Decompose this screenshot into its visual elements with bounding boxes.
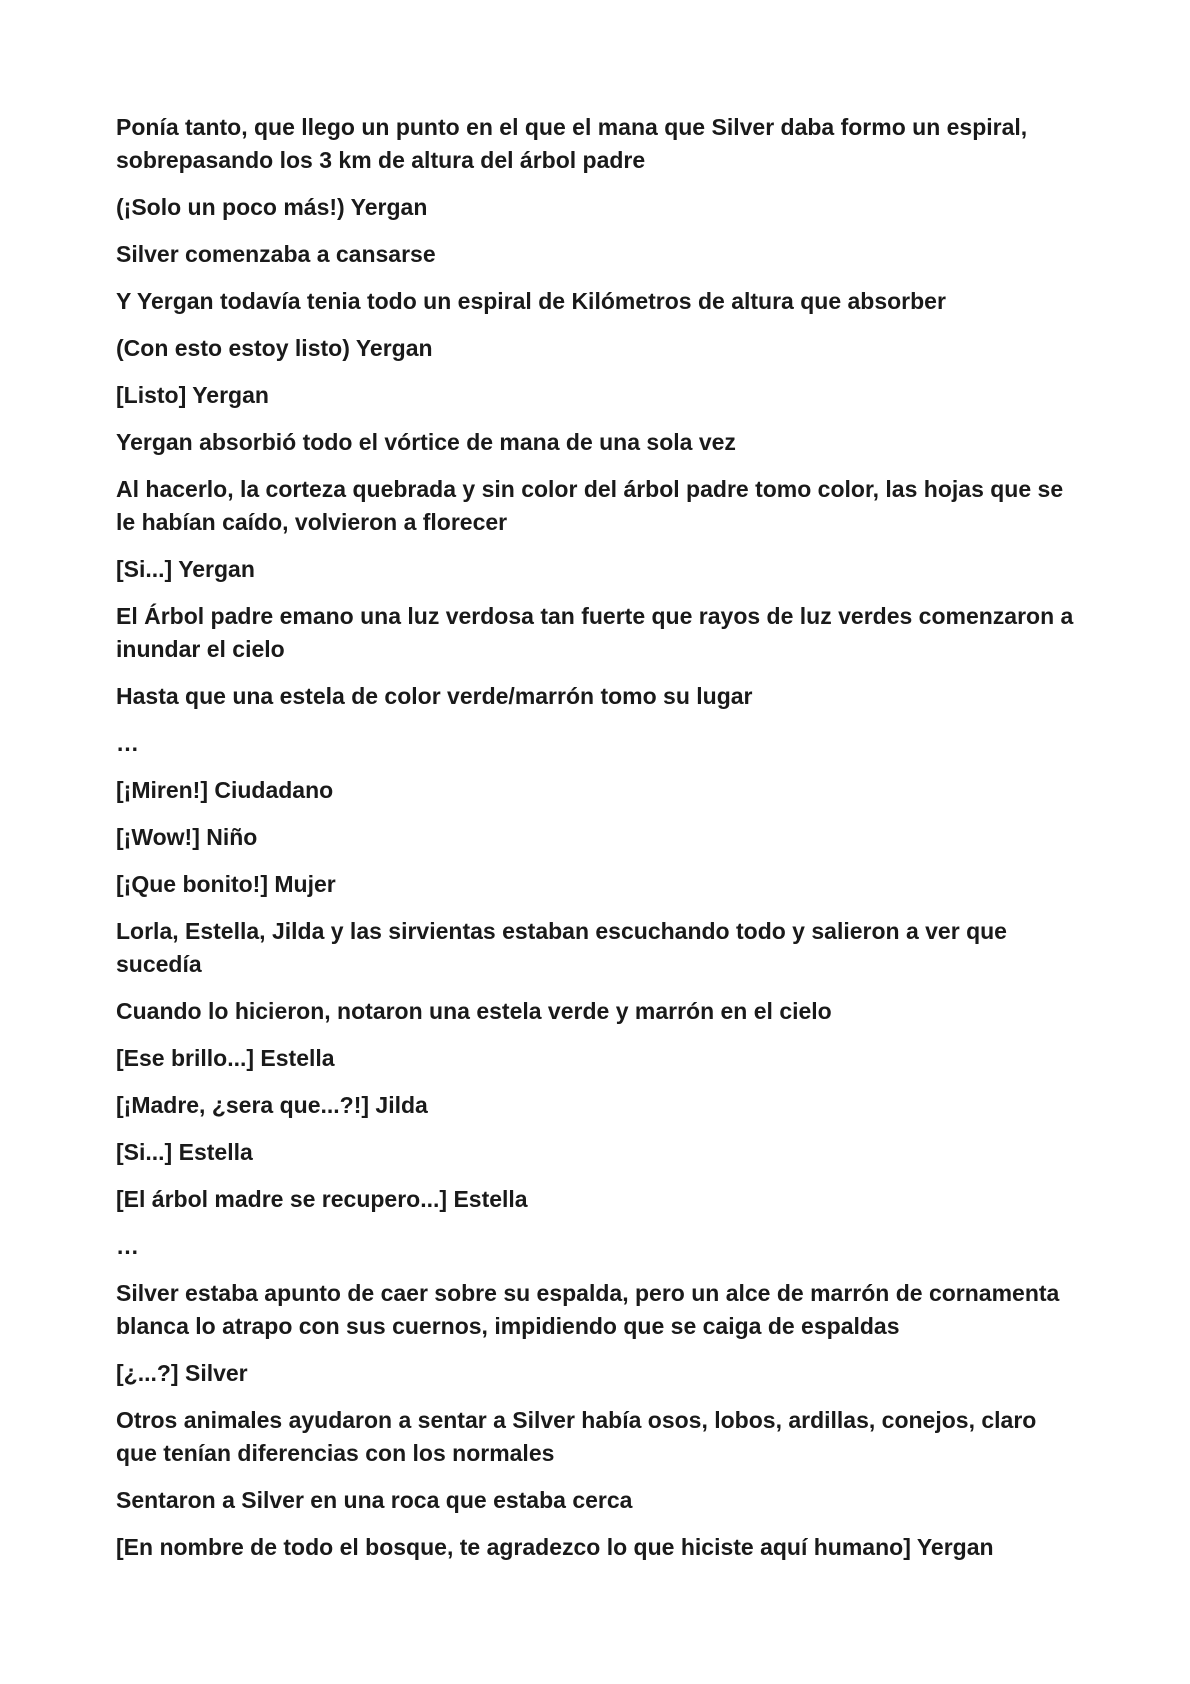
paragraph-14: [¡Wow!] Niño	[116, 824, 258, 850]
paragraph-8: Al hacerlo, la corteza quebrada y sin color del árbol padre tomo color, las hojas que se le habían caído, volvieron a florecer	[116, 476, 1064, 535]
paragraph-10: El Árbol padre emano una luz verdosa tan fuerte que rayos de luz verdes comenzaron a inundar el cielo	[116, 603, 1074, 662]
paragraph-1: Ponía tanto, que llego un punto en el que el mana que Silver daba formo un espiral, sobrepasando los 3 km de altura del árbol padre	[116, 114, 1028, 173]
paragraph-5: (Con esto estoy listo) Yergan	[116, 335, 433, 361]
paragraph-26: Sentaron a Silver en una roca que estaba cerca	[116, 1487, 633, 1513]
paragraph-15: [¡Que bonito!] Mujer	[116, 871, 336, 897]
document-body	[116, 111, 1080, 1564]
paragraph-3: Silver comenzaba a cansarse	[116, 241, 436, 267]
paragraph-27: [En nombre de todo el bosque, te agradezco lo que hiciste aquí humano] Yergan	[116, 1534, 994, 1560]
paragraph-23: Silver estaba apunto de caer sobre su espalda, pero un alce de marrón de cornamenta blanca lo atrapo con sus cuernos, impidiendo que se caiga de espaldas	[116, 1280, 1060, 1339]
paragraph-24: [¿...?] Silver	[116, 1360, 248, 1386]
paragraph-6: [Listo] Yergan	[116, 382, 269, 408]
paragraph-18: [Ese brillo...] Estella	[116, 1045, 335, 1071]
paragraph-11: Hasta que una estela de color verde/marrón tomo su lugar	[116, 683, 753, 709]
paragraph-4: Y Yergan todavía tenia todo un espiral de Kilómetros de altura que absorber	[116, 288, 946, 314]
paragraph-21: [El árbol madre se recupero...] Estella	[116, 1186, 528, 1212]
paragraph-19: [¡Madre, ¿sera que...?!] Jilda	[116, 1092, 428, 1118]
paragraph-20: [Si...] Estella	[116, 1139, 253, 1165]
paragraph-2: (¡Solo un poco más!) Yergan	[116, 194, 428, 220]
scene-break-2: …	[116, 1233, 139, 1259]
paragraph-25: Otros animales ayudaron a sentar a Silver había osos, lobos, ardillas, conejos, claro que tenían diferencias con los normales	[116, 1407, 1037, 1466]
paragraph-13: [¡Miren!] Ciudadano	[116, 777, 334, 803]
scene-break-1: …	[116, 730, 139, 756]
paragraph-17: Cuando lo hicieron, notaron una estela verde y marrón en el cielo	[116, 998, 832, 1024]
paragraph-7: Yergan absorbió todo el vórtice de mana de una sola vez	[116, 429, 736, 455]
paragraph-16: Lorla, Estella, Jilda y las sirvientas estaban escuchando todo y salieron a ver que sucedía	[116, 918, 1007, 977]
paragraph-9: [Si...] Yergan	[116, 556, 255, 582]
